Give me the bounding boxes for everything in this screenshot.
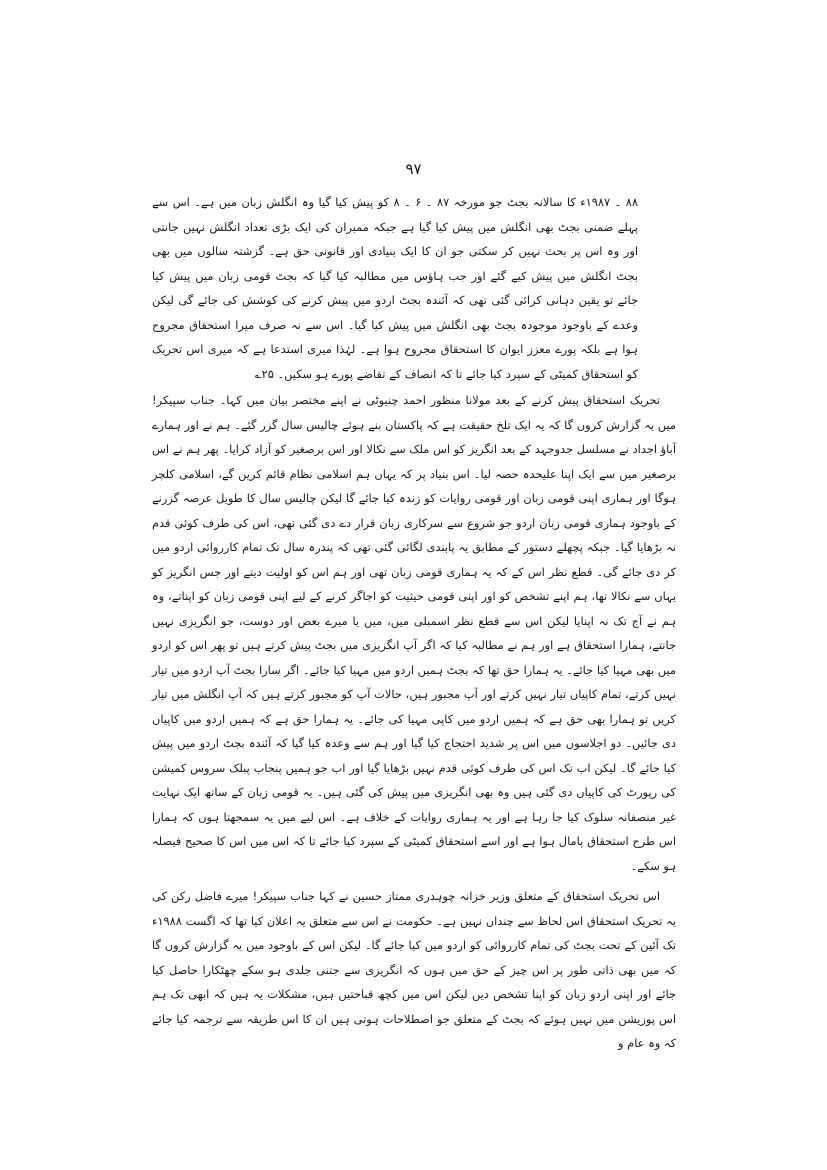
quoted-motion-paragraph: ۸۸ ۔ ۱۹۸۷ء کا سالانہ بجٹ جو مورخہ ۸۷ ۔ ۶ ۔ ۸ کو پیش کیا گیا وہ انگلش زبان میں ہے۔ اس سے پہلے ضمنی بجٹ بھی انگلش میں پیش کیا گیا ہے جبکہ ممبران کی ایک بڑی تعداد انگلش نہیں جانتی اور وہ اس پر بحث نہیں کر سکتی جو ان کا ایک بنیادی اور قانونی حق ہے۔ گزشتہ سالوں میں بھی بجٹ انگلش میں پیش کیے گئے اور جب ہاؤس میں مطالبہ کیا گیا کہ بجٹ قومی زبان میں پیش کیا جائے تو یقین دہانی کرائی گئی تھی کہ آئندہ بجٹ اردو میں پیش کرنے کی کوشش کی جائے گی لیکن وعدے کے باوجود موجودہ بجٹ بھی انگلش میں پیش کیا گیا۔ اس سے نہ صرف میرا استحقاق مجروح ہوا ہے بلکہ پورے معزز ایوان کا استحقاق مجروح ہوا ہے۔ لہٰذا میری استدعا ہے کہ میری اس تحریک کو استحقاق کمیٹی کے سپرد کیا جائے تا کہ انصاف کے تقاضے پورے ہو سکیں۔ ۲۵؎ (152, 195, 638, 381)
chiniot-statement-paragraph: تحریک استحقاق پیش کرنے کے بعد مولانا منظور احمد چنیوٹی نے اپنے مختصر بیان میں کہا۔ جناب سپیکر! میں یہ گزارش کروں گا کہ یہ ایک تلخ حقیقت ہے کہ پاکستان بنے ہوئے چالیس سال گزر گئے۔ ہم نے اور ہمارے آباؤ اجداد نے مسلسل جدوجہد کے بعد انگریز کو اس ملک سے نکالا اور اس برصغیر کو آزاد کرایا۔ پھر ہم نے اس برصغیر میں سے ایک اپنا علیحدہ حصہ لیا۔ اس بنیاد پر کہ یہاں ہم اسلامی نظام قائم کریں گے، اسلامی کلچر ہوگا اور ہماری اپنی قومی زبان اور قومی روایات کو زندہ کیا جائے گا لیکن چالیس سال کا طویل عرصہ گزرنے کے باوجود ہماری قومی زبان اردو جو شروع سے سرکاری زبان قرار دے دی گئی تھی، اس کی طرف کوئی قدم نہ بڑھایا گیا۔ جبکہ پچھلے دستور کے مطابق یہ پابندی لگائی گئی تھی کہ پندرہ سال تک تمام کارروائی اردو میں کر دی جائے گی۔ قطع نظر اس کے کہ یہ ہماری قومی زبان تھی اور ہم اس کو اولیت دیتے اور جس انگریز کو یہاں سے نکالا تھا، ہم اپنے تشخص کو اور اپنی قومی حیثیت کو اجاگر کرنے کے لیے اپنی قومی زبان کو اپناتے، وہ ہم نے آج تک نہ اپنایا لیکن اس سے قطع نظر اسمبلی میں، میں یا میرے بعض اور دوست، جو انگریزی نہیں جانتے، ہمارا استحقاق ہے اور ہم نے مطالبہ کیا کہ اگر آپ انگریزی میں بجٹ پیش کرتے ہیں تو پھر اس کو اردو میں بھی مہیا کیا جائے۔ یہ ہمارا حق تھا کہ بجٹ ہمیں اردو میں مہیا کیا جائے۔ اگر سارا بجٹ آپ اردو میں تیار نہیں کرتے، تمام کاپیاں تیار نہیں کرتے اور آپ مجبور ہیں، حالات آپ کو مجبور کرتے ہیں کہ آپ انگلش میں تیار کریں تو ہمارا بھی حق ہے کہ ہمیں اردو میں کاپی مہیا کی جائے۔ یہ ہمارا حق ہے کہ ہمیں اردو میں کاپیاں دی جائیں۔ دو اجلاسوں میں اس پر شدید احتجاج کیا گیا اور ہم سے وعدہ کیا گیا کہ آئندہ بجٹ اردو میں پیش کیا جائے گا۔ لیکن اب تک اس کی طرف کوئی قدم نہیں بڑھایا گیا اور اب جو ہمیں پنجاب پبلک سروس کمیشن کی رپورٹ کی کاپیاں دی گئی ہیں وہ بھی انگریزی میں پیش کی گئی ہیں۔ یہ قومی زبان کے ساتھ ایک نہایت غیر منصفانہ سلوک کیا جا رہا ہے اور یہ ہماری روایات کے خلاف ہے۔ اس لیے میں یہ سمجھتا ہوں کہ ہمارا اس طرح استحقاق پامال ہوا ہے اور اسے استحقاق کمیٹی کے سپرد کیا جائے تا کہ اس میں اس کا صحیح فیصلہ ہو سکے۔ (152, 393, 676, 873)
body-text (152, 190, 676, 1056)
page-number: ۹۷ (405, 160, 422, 178)
finance-minister-response-paragraph: اس تحریک استحقاق کے متعلق وزیر خزانہ چوہدری ممتاز حسین نے کہا جناب سپیکر! میرے فاضل رکن کی یہ تحریک استحقاق اس لحاظ سے چنداں نہیں ہے۔ حکومت نے اس سے متعلق یہ اعلان کیا تھا کہ اگست ۱۹۸۸ء تک آئین کے تحت بجٹ کی تمام کارروائی کو اردو میں کیا جائے گا۔ لیکن اس کے باوجود میں یہ گزارش کروں گا کہ میں بھی ذاتی طور پر اس چیز کے حق میں ہوں کہ انگریزی سے جتنی جلدی ہو سکے چھٹکارا حاصل کیا جائے اور اپنی اردو زبان کو اپنا تشخص دیں لیکن اس میں کچھ قباحتیں ہیں، مشکلات یہ ہیں کہ ابھی تک ہم اس پوزیشن میں نہیں ہوئے کہ بجٹ کے متعلق جو اصطلاحات ہوتی ہیں ان کا اس طریقہ سے ترجمہ کیا جائے کہ وہ عام و (152, 889, 676, 1050)
